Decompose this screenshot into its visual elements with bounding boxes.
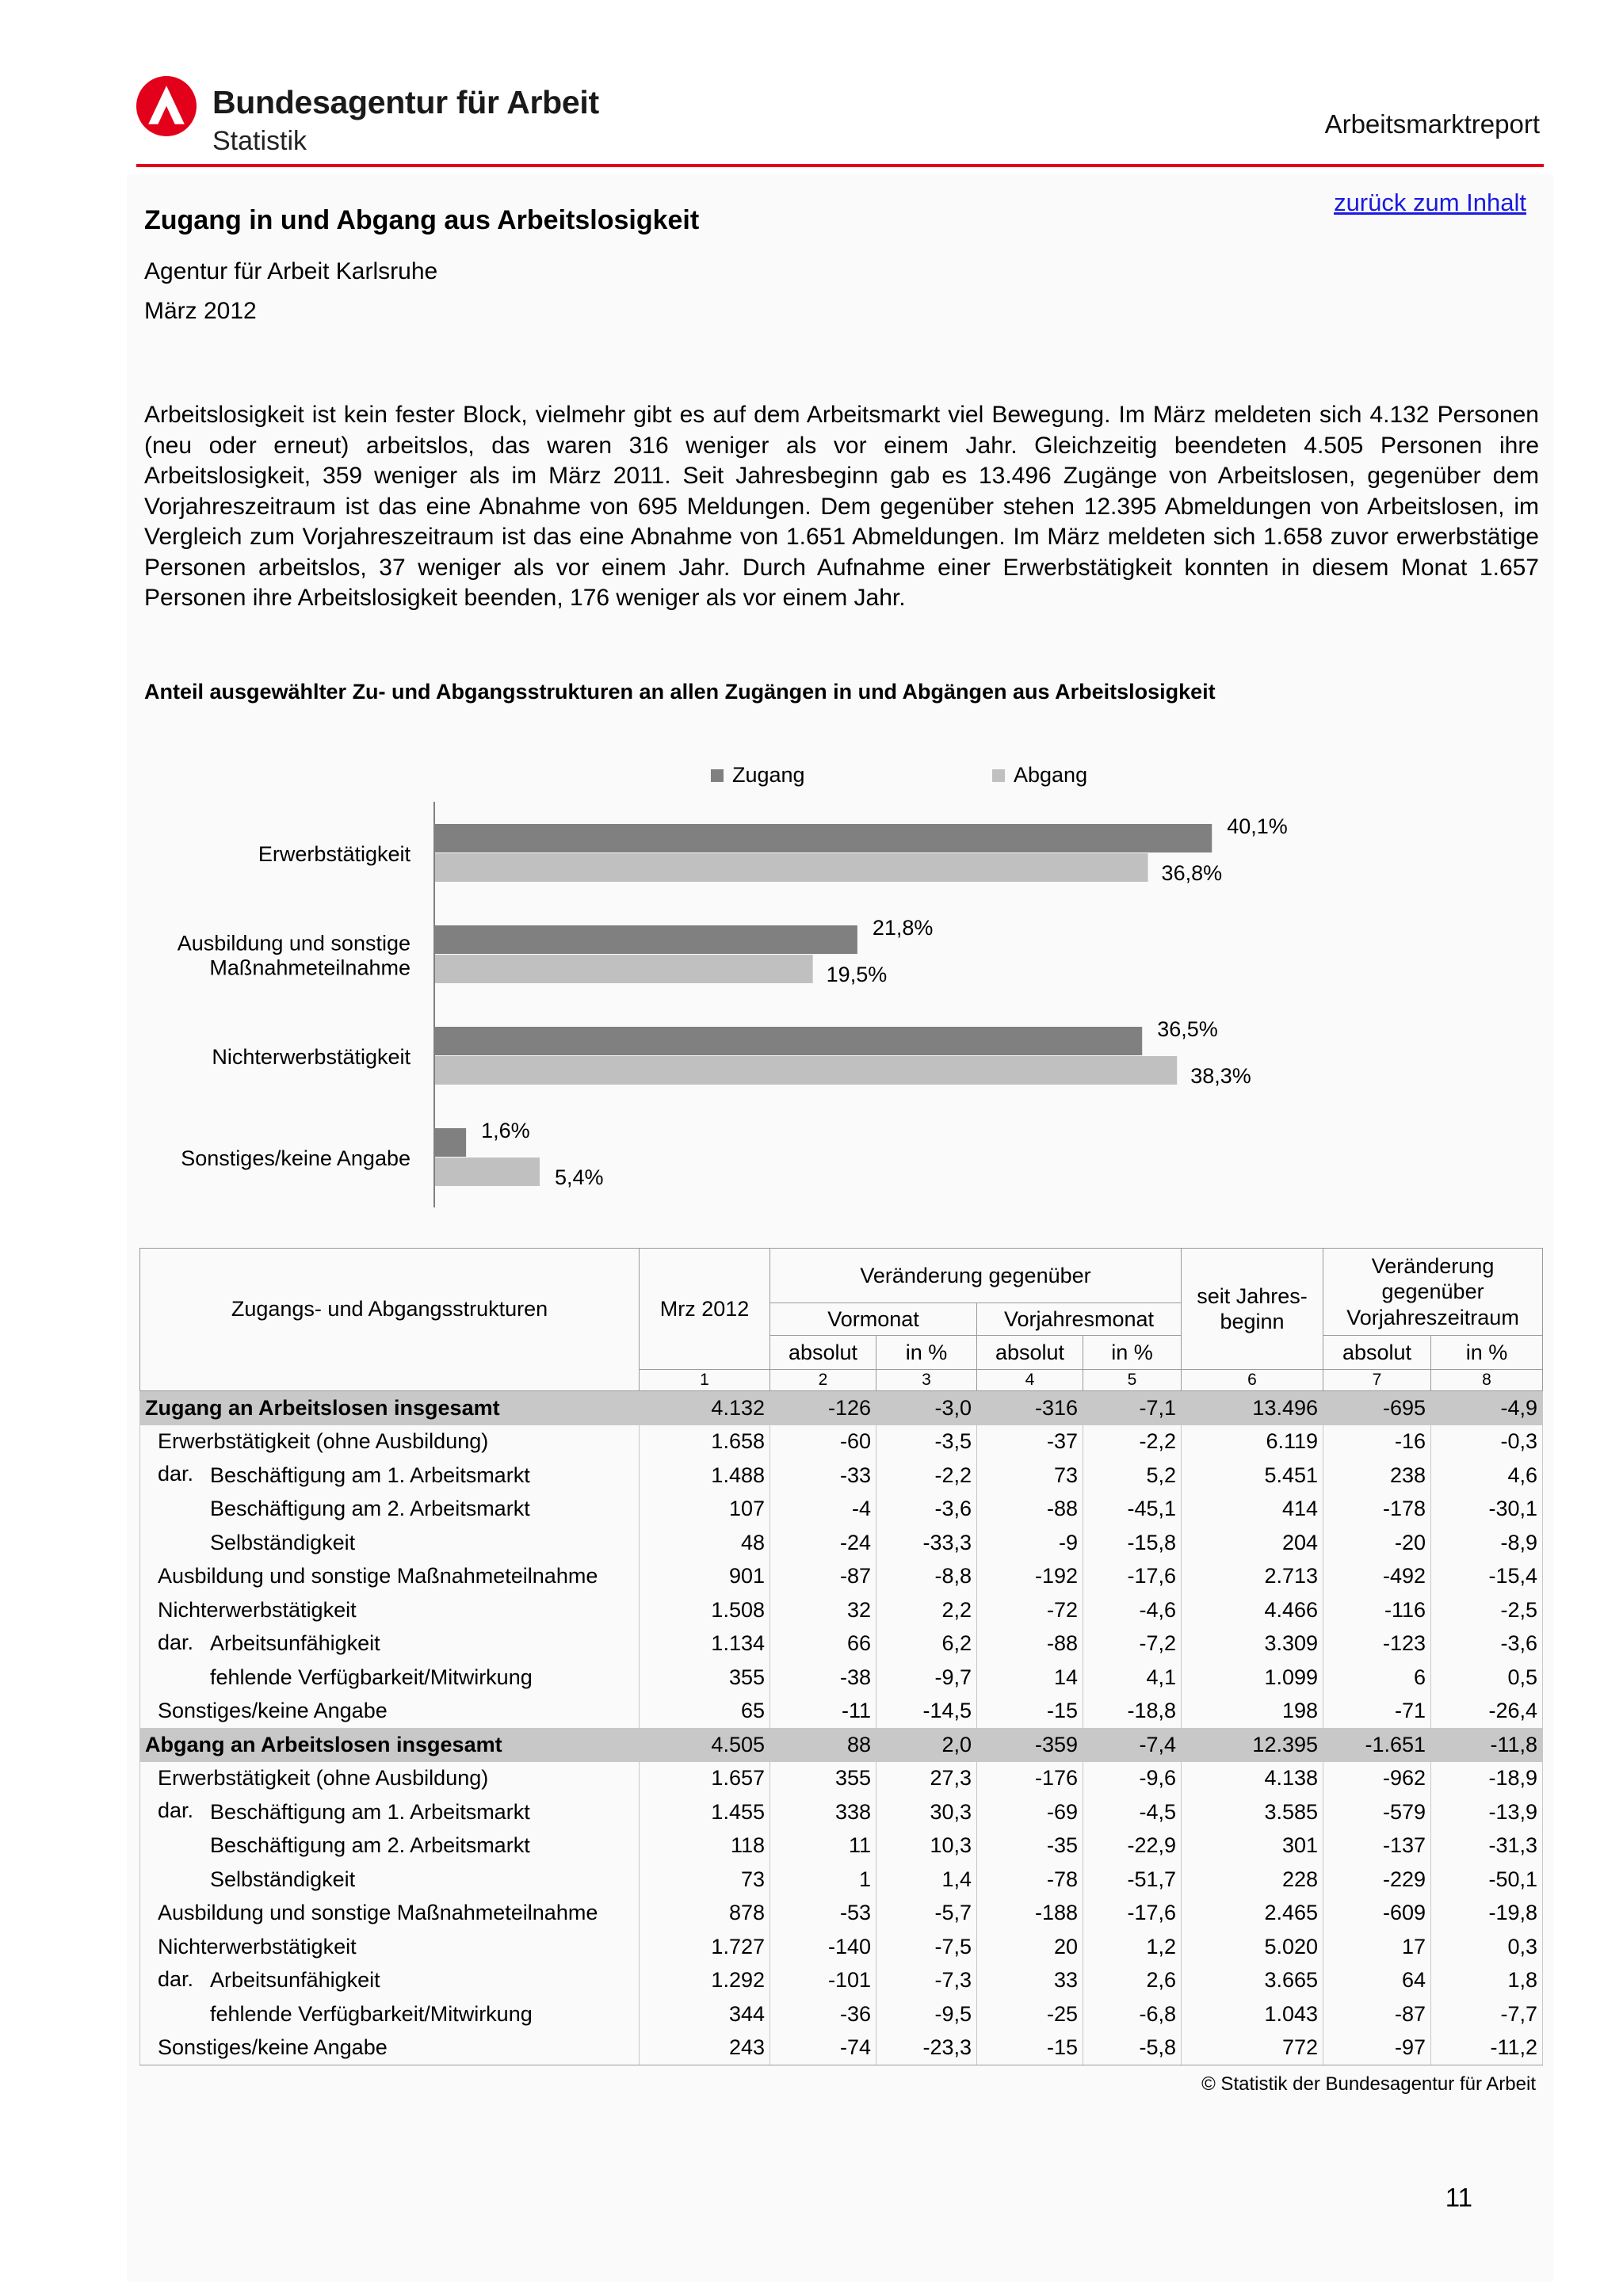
row-label: [140, 1526, 640, 1560]
bar-abgang: [435, 1056, 1177, 1085]
cell-value: 14: [977, 1661, 1083, 1695]
cell-value: -3,5: [876, 1425, 977, 1459]
cell-value: 65: [640, 1695, 770, 1729]
cell-value: 6.119: [1182, 1425, 1323, 1459]
cell-value: -5,8: [1083, 2031, 1182, 2065]
cell-value: 73: [977, 1459, 1083, 1493]
cell-value: -3,0: [876, 1391, 977, 1425]
header-abs: absolut: [770, 1336, 876, 1370]
col-number: 4: [977, 1370, 1083, 1391]
cell-value: -3,6: [876, 1493, 977, 1527]
cell-value: 10,3: [876, 1829, 977, 1863]
cell-value: -30,1: [1431, 1493, 1543, 1527]
cell-value: -15,8: [1083, 1526, 1182, 1560]
cell-value: -60: [770, 1425, 876, 1459]
cell-value: -579: [1323, 1795, 1431, 1829]
cell-value: -359: [977, 1728, 1083, 1762]
intro-paragraph: Arbeitslosigkeit ist kein fester Block, vielmehr gibt es auf dem Arbeitsmarkt viel Bewegung. Im März meldeten sich 4.132 Personen (neu oder erneut) arbeitslos, das waren 316 weniger als vor einem Jahr. Gleichzeitig beendeten 4.505 Personen ihre Arbeitslosigkeit, 359 weniger als im März 2011. Seit Jahresbeginn gab es 13.496 Zugänge von Arbeitslosen, gegenüber dem Vorjahreszeitraum ist das eine Abnahme von 695 Meldungen. Dem gegenüber stehen 12.395 Abmeldungen von Arbeitslosen, im Vergleich zum Vorjahreszeitraum ist das eine Abnahme von 1.651 Abmeldungen. Im März meldeten sich 1.658 zuvor erwerbstätige Personen arbeitslos, 37 weniger als vor einem Jahr. Durch Aufnahme einer Erwerbstätigkeit konnten in diesem Monat 1.657 Personen ihre Arbeitslosigkeit beenden, 176 weniger als vor einem Jahr.: [144, 402, 1539, 611]
cell-value: 4.138: [1182, 1762, 1323, 1796]
row-label-text: Selbständigkeit: [210, 1530, 356, 1554]
table-row: [140, 1661, 1543, 1695]
row-label-text: Erwerbstätigkeit (ohne Ausbildung): [158, 1766, 489, 1791]
cell-value: -176: [977, 1762, 1083, 1796]
cell-value: 20: [977, 1930, 1083, 1964]
table-row: [140, 1762, 1543, 1796]
cell-value: -9,7: [876, 1661, 977, 1695]
cell-value: -33,3: [876, 1526, 977, 1560]
cell-value: -88: [977, 1493, 1083, 1527]
row-label: [140, 1964, 640, 1998]
row-label-text: Erwerbstätigkeit (ohne Ausbildung): [158, 1429, 489, 1454]
cell-value: 17: [1323, 1930, 1431, 1964]
cell-value: -695: [1323, 1391, 1431, 1425]
cell-value: 4,1: [1083, 1661, 1182, 1695]
row-label-text: Beschäftigung am 1. Arbeitsmarkt: [210, 1463, 530, 1487]
cell-value: -1.651: [1323, 1728, 1431, 1762]
cell-value: 301: [1182, 1829, 1323, 1863]
cell-value: 338: [770, 1795, 876, 1829]
cell-value: -26,4: [1431, 1695, 1543, 1729]
bar-zugang: [435, 925, 857, 954]
cell-value: 107: [640, 1493, 770, 1527]
cell-value: -5,7: [876, 1897, 977, 1931]
cell-value: 2.465: [1182, 1897, 1323, 1931]
cell-value: -37: [977, 1425, 1083, 1459]
cell-value: -3,6: [1431, 1627, 1543, 1661]
cell-value: -23,3: [876, 2031, 977, 2065]
header-blank: [140, 1370, 640, 1391]
cell-value: 1.134: [640, 1627, 770, 1661]
cell-value: 1.727: [640, 1930, 770, 1964]
row-label-text: Beschäftigung am 2. Arbeitsmarkt: [210, 1833, 530, 1858]
row-label: [140, 2031, 640, 2065]
cell-value: 2,6: [1083, 1964, 1182, 1998]
cell-value: 2,2: [876, 1593, 977, 1627]
source-note: © Statistik der Bundesagentur für Arbeit: [1201, 2073, 1536, 2095]
cell-value: -8,8: [876, 1560, 977, 1594]
row-label: [140, 1997, 640, 2031]
cell-value: 11: [770, 1829, 876, 1863]
row-label: [140, 1930, 640, 1964]
cell-value: -71: [1323, 1695, 1431, 1729]
table-row: [140, 2031, 1543, 2065]
data-label: 21,8%: [872, 916, 934, 940]
cell-value: -2,2: [876, 1459, 977, 1493]
category-label: Maßnahmeteilnahme: [209, 955, 411, 980]
data-label: 36,5%: [1157, 1017, 1218, 1041]
cell-value: -45,1: [1083, 1493, 1182, 1527]
header-abs: absolut: [977, 1336, 1083, 1370]
cell-value: 13.496: [1182, 1391, 1323, 1425]
table-row: [140, 1897, 1543, 1931]
cell-value: 30,3: [876, 1795, 977, 1829]
table-row: [140, 1930, 1543, 1964]
cell-value: -18,8: [1083, 1695, 1182, 1729]
col-number: 7: [1323, 1370, 1431, 1391]
header-month: Mrz 2012: [640, 1249, 770, 1370]
header-change: Veränderung gegenüber: [770, 1249, 1182, 1303]
row-label-text: Sonstiges/keine Angabe: [158, 2035, 388, 2060]
cell-value: 1,4: [876, 1863, 977, 1897]
report-title: Arbeitsmarktreport: [1324, 109, 1540, 139]
cell-value: 228: [1182, 1863, 1323, 1897]
legend-swatch: [711, 769, 724, 782]
cell-value: -123: [1323, 1627, 1431, 1661]
cell-value: 238: [1323, 1459, 1431, 1493]
table-body: [140, 1391, 1543, 2065]
cell-value: 1: [770, 1863, 876, 1897]
cell-value: -25: [977, 1997, 1083, 2031]
cell-value: 1.292: [640, 1964, 770, 1998]
table-row: [140, 1795, 1543, 1829]
header-prev-year-month: Vorjahresmonat: [977, 1303, 1182, 1336]
cell-value: 3.665: [1182, 1964, 1323, 1998]
dar-prefix: dar.: [158, 1630, 194, 1654]
cell-value: -6,8: [1083, 1997, 1182, 2031]
cell-value: -11,2: [1431, 2031, 1543, 2065]
cell-value: 4,6: [1431, 1459, 1543, 1493]
bar-abgang: [435, 955, 813, 983]
legend-label: Zugang: [732, 763, 805, 787]
cell-value: -7,1: [1083, 1391, 1182, 1425]
row-label-text: Selbständigkeit: [210, 1867, 356, 1891]
cell-value: -229: [1323, 1863, 1431, 1897]
row-label-text: Arbeitsunfähigkeit: [210, 1968, 380, 1993]
cell-value: -116: [1323, 1593, 1431, 1627]
cell-value: 414: [1182, 1493, 1323, 1527]
cell-value: -8,9: [1431, 1526, 1543, 1560]
cell-value: 243: [640, 2031, 770, 2065]
cell-value: -31,3: [1431, 1829, 1543, 1863]
cell-value: -962: [1323, 1762, 1431, 1796]
table-row: [140, 1964, 1543, 1998]
cell-value: 5,2: [1083, 1459, 1182, 1493]
row-label: [140, 1695, 640, 1729]
cell-value: -88: [977, 1627, 1083, 1661]
cell-value: 4.505: [640, 1728, 770, 1762]
cell-value: -33: [770, 1459, 876, 1493]
cell-value: -69: [977, 1795, 1083, 1829]
cell-value: -24: [770, 1526, 876, 1560]
data-label: 1,6%: [481, 1119, 530, 1142]
cell-value: -87: [1323, 1997, 1431, 2031]
cell-value: -137: [1323, 1829, 1431, 1863]
cell-value: 355: [770, 1762, 876, 1796]
report-period: März 2012: [144, 298, 257, 324]
header-abs: absolut: [1323, 1336, 1431, 1370]
table-row: [140, 1695, 1543, 1729]
page-number: 11: [1445, 2183, 1472, 2212]
table-row: [140, 1627, 1543, 1661]
dar-prefix: dar.: [158, 1966, 194, 1991]
data-label: 5,4%: [555, 1165, 604, 1189]
cell-value: -4,9: [1431, 1391, 1543, 1425]
cell-value: -140: [770, 1930, 876, 1964]
agency-name: Agentur für Arbeit Karlsruhe: [144, 258, 438, 284]
row-label: [140, 1661, 640, 1695]
cell-value: 1.488: [640, 1459, 770, 1493]
cell-value: 12.395: [1182, 1728, 1323, 1762]
cell-value: 0,3: [1431, 1930, 1543, 1964]
header-change-period: Veränderung gegenüber Vorjahreszeitraum: [1323, 1249, 1543, 1336]
cell-value: 1.099: [1182, 1661, 1323, 1695]
bar-zugang: [435, 1128, 466, 1157]
row-label: [140, 1560, 640, 1594]
cell-value: 204: [1182, 1526, 1323, 1560]
category-label: Erwerbstätigkeit: [258, 842, 411, 866]
cell-value: -22,9: [1083, 1829, 1182, 1863]
table-row: [140, 1493, 1543, 1527]
cell-value: -0,3: [1431, 1425, 1543, 1459]
cell-value: 88: [770, 1728, 876, 1762]
legend-swatch: [992, 769, 1005, 782]
cell-value: -51,7: [1083, 1863, 1182, 1897]
cell-value: 5.451: [1182, 1459, 1323, 1493]
cell-value: 355: [640, 1661, 770, 1695]
dar-prefix: dar.: [158, 1798, 194, 1822]
row-label-text: Nichterwerbstätigkeit: [158, 1934, 357, 1958]
cell-value: -13,9: [1431, 1795, 1543, 1829]
cell-value: -87: [770, 1560, 876, 1594]
cell-value: 1,8: [1431, 1964, 1543, 1998]
table-row: [140, 1459, 1543, 1493]
dar-prefix: dar.: [158, 1462, 194, 1486]
row-label: [140, 1897, 640, 1931]
cell-value: 344: [640, 1997, 770, 2031]
structures-table: [139, 1248, 1543, 2065]
bar-abgang: [435, 1158, 540, 1186]
cell-value: 3.309: [1182, 1627, 1323, 1661]
cell-value: 4.132: [640, 1391, 770, 1425]
cell-value: -609: [1323, 1897, 1431, 1931]
legend-label: Abgang: [1014, 763, 1088, 787]
category-label: Nichterwerbstätigkeit: [212, 1045, 411, 1069]
cell-value: -178: [1323, 1493, 1431, 1527]
row-label-text: Zugang an Arbeitslosen insgesamt: [145, 1395, 500, 1420]
cell-value: -4,5: [1083, 1795, 1182, 1829]
table-row: [140, 1863, 1543, 1897]
cell-value: -7,2: [1083, 1627, 1182, 1661]
cell-value: -16: [1323, 1425, 1431, 1459]
row-label: [140, 1627, 640, 1661]
cell-value: -38: [770, 1661, 876, 1695]
share-bar-chart: [0, 745, 1623, 1220]
cell-value: -35: [977, 1829, 1083, 1863]
cell-value: 64: [1323, 1964, 1431, 1998]
row-label-text: fehlende Verfügbarkeit/Mitwirkung: [210, 2001, 533, 2026]
cell-value: -11: [770, 1695, 876, 1729]
cell-value: -11,8: [1431, 1728, 1543, 1762]
cell-value: -97: [1323, 2031, 1431, 2065]
table-row: [140, 1997, 1543, 2031]
cell-value: -72: [977, 1593, 1083, 1627]
header-pct: in %: [1083, 1336, 1182, 1370]
chart-title: Anteil ausgewählter Zu- und Abgangsstrukturen an allen Zugängen in und Abgängen aus Arbeitslosigkeit: [144, 680, 1216, 704]
table-header: [140, 1249, 1543, 1391]
cell-value: 901: [640, 1560, 770, 1594]
org-sub: Statistik: [212, 126, 307, 156]
back-to-contents-link[interactable]: zurück zum Inhalt: [1334, 189, 1526, 216]
cell-value: 0,5: [1431, 1661, 1543, 1695]
row-label: [140, 1425, 640, 1459]
header-structure: Zugangs- und Abgangsstrukturen: [140, 1249, 640, 1370]
cell-value: -192: [977, 1560, 1083, 1594]
cell-value: -188: [977, 1897, 1083, 1931]
cell-value: 6,2: [876, 1627, 977, 1661]
page-header: [0, 0, 1623, 170]
cell-value: -74: [770, 2031, 876, 2065]
col-number: 3: [876, 1370, 977, 1391]
cell-value: -2,2: [1083, 1425, 1182, 1459]
data-table-container: [139, 1248, 1542, 2065]
cell-value: 73: [640, 1863, 770, 1897]
cell-value: -53: [770, 1897, 876, 1931]
cell-value: -20: [1323, 1526, 1431, 1560]
row-label-text: Sonstiges/keine Angabe: [158, 1699, 388, 1723]
bar-zugang: [435, 1027, 1142, 1055]
category-label: Ausbildung und sonstige: [177, 931, 411, 955]
row-label: [140, 1863, 640, 1897]
data-label: 36,8%: [1161, 861, 1223, 885]
bar-zugang: [435, 824, 1212, 852]
header-divider: [136, 164, 1544, 167]
col-number: 8: [1431, 1370, 1543, 1391]
cell-value: -492: [1323, 1560, 1431, 1594]
cell-value: 118: [640, 1829, 770, 1863]
cell-value: -18,9: [1431, 1762, 1543, 1796]
row-label-text: Arbeitsunfähigkeit: [210, 1631, 380, 1656]
header-pct: in %: [1431, 1336, 1543, 1370]
cell-value: -9,5: [876, 1997, 977, 2031]
page-title: Zugang in und Abgang aus Arbeitslosigkeit: [144, 205, 700, 235]
row-label-text: Ausbildung und sonstige Maßnahmeteilnahme: [158, 1564, 598, 1589]
table-row: [140, 1560, 1543, 1594]
cell-value: -19,8: [1431, 1897, 1543, 1931]
row-label-text: Abgang an Arbeitslosen insgesamt: [145, 1732, 502, 1756]
row-label: [140, 1391, 640, 1425]
cell-value: -316: [977, 1391, 1083, 1425]
table-row-total: [140, 1728, 1543, 1762]
row-label-text: Beschäftigung am 2. Arbeitsmarkt: [210, 1497, 530, 1521]
cell-value: 1.508: [640, 1593, 770, 1627]
cell-value: -126: [770, 1391, 876, 1425]
row-label-text: Nichterwerbstätigkeit: [158, 1597, 357, 1622]
cell-value: 27,3: [876, 1762, 977, 1796]
table-row: [140, 1425, 1543, 1459]
cell-value: -14,5: [876, 1695, 977, 1729]
header-pct: in %: [876, 1336, 977, 1370]
cell-value: 2.713: [1182, 1560, 1323, 1594]
cell-value: -4,6: [1083, 1593, 1182, 1627]
cell-value: 198: [1182, 1695, 1323, 1729]
cell-value: -17,6: [1083, 1560, 1182, 1594]
data-label: 40,1%: [1227, 814, 1288, 838]
cell-value: 1,2: [1083, 1930, 1182, 1964]
cell-value: -7,4: [1083, 1728, 1182, 1762]
category-label: Sonstiges/keine Angabe: [181, 1146, 411, 1170]
row-label-text: Beschäftigung am 1. Arbeitsmarkt: [210, 1799, 530, 1824]
cell-value: -7,7: [1431, 1997, 1543, 2031]
data-label: 38,3%: [1190, 1064, 1251, 1088]
col-number: 1: [640, 1370, 770, 1391]
row-label-text: Ausbildung und sonstige Maßnahmeteilnahme: [158, 1901, 598, 1925]
row-label: [140, 1762, 640, 1796]
cell-value: 33: [977, 1964, 1083, 1998]
cell-value: -50,1: [1431, 1863, 1543, 1897]
cell-value: 4.466: [1182, 1593, 1323, 1627]
header-prev-month: Vormonat: [770, 1303, 977, 1336]
table-row-total: [140, 1391, 1543, 1425]
row-label: [140, 1593, 640, 1627]
cell-value: -2,5: [1431, 1593, 1543, 1627]
cell-value: 2,0: [876, 1728, 977, 1762]
cell-value: -36: [770, 1997, 876, 2031]
row-label-text: fehlende Verfügbarkeit/Mitwirkung: [210, 1665, 533, 1689]
cell-value: -7,3: [876, 1964, 977, 1998]
cell-value: 1.043: [1182, 1997, 1323, 2031]
cell-value: 1.455: [640, 1795, 770, 1829]
row-label: [140, 1829, 640, 1863]
table-row: [140, 1593, 1543, 1627]
cell-value: -15,4: [1431, 1560, 1543, 1594]
cell-value: -15: [977, 1695, 1083, 1729]
cell-value: 32: [770, 1593, 876, 1627]
cell-value: 6: [1323, 1661, 1431, 1695]
cell-value: 772: [1182, 2031, 1323, 2065]
cell-value: -17,6: [1083, 1897, 1182, 1931]
bar-abgang: [435, 853, 1148, 882]
cell-value: 1.658: [640, 1425, 770, 1459]
row-label: [140, 1459, 640, 1493]
cell-value: -101: [770, 1964, 876, 1998]
cell-value: 1.657: [640, 1762, 770, 1796]
col-number: 6: [1182, 1370, 1323, 1391]
cell-value: -7,5: [876, 1930, 977, 1964]
org-name: Bundesagentur für Arbeit: [212, 84, 599, 120]
cell-value: -4: [770, 1493, 876, 1527]
table-row: [140, 1829, 1543, 1863]
table-row: [140, 1526, 1543, 1560]
data-label: 19,5%: [826, 963, 888, 986]
ba-logo-icon: [136, 76, 197, 136]
cell-value: -9: [977, 1526, 1083, 1560]
cell-value: 5.020: [1182, 1930, 1323, 1964]
header-ytd: seit Jahres-beginn: [1182, 1249, 1323, 1370]
cell-value: -15: [977, 2031, 1083, 2065]
col-number: 5: [1083, 1370, 1182, 1391]
cell-value: -9,6: [1083, 1762, 1182, 1796]
row-label: [140, 1728, 640, 1762]
cell-value: -78: [977, 1863, 1083, 1897]
cell-value: 66: [770, 1627, 876, 1661]
col-number: 2: [770, 1370, 876, 1391]
cell-value: 48: [640, 1526, 770, 1560]
row-label: [140, 1493, 640, 1527]
cell-value: 878: [640, 1897, 770, 1931]
cell-value: 3.585: [1182, 1795, 1323, 1829]
row-label: [140, 1795, 640, 1829]
